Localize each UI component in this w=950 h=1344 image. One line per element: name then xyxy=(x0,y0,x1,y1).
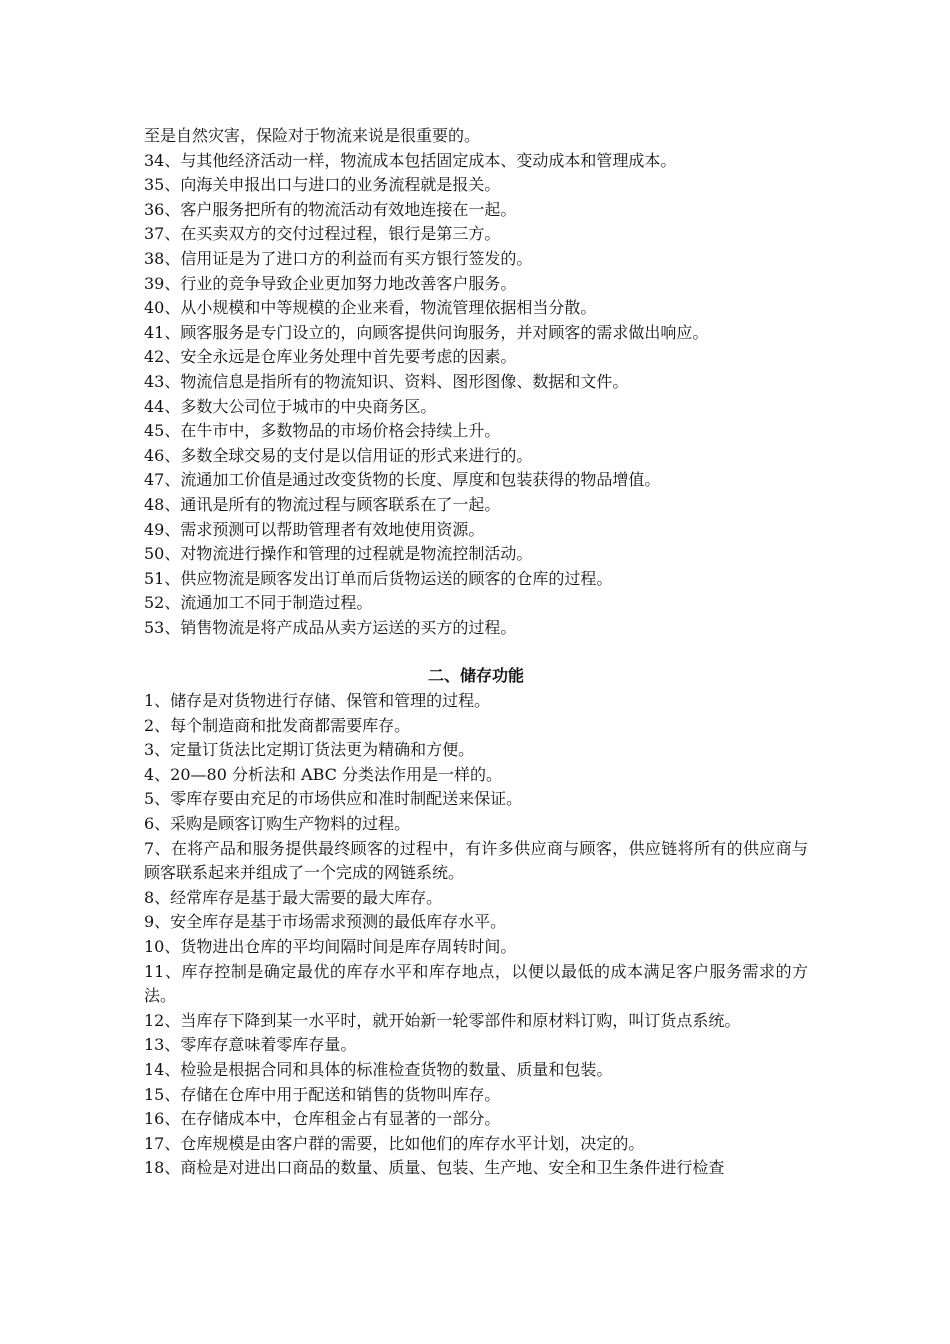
list-item: 36、客户服务把所有的物流活动有效地连接在一起。 xyxy=(144,199,517,219)
section-2-heading: 二、储存功能 xyxy=(427,666,524,686)
list-item: 50、对物流进行操作和管理的过程就是物流控制活动。 xyxy=(144,544,533,564)
list-item: 17、仓库规模是由客户群的需要，比如他们的库存水平计划，决定的。 xyxy=(144,1133,645,1153)
document-page xyxy=(144,124,808,1181)
list-item: 34、与其他经济活动一样，物流成本包括固定成本、变动成本和管理成本。 xyxy=(144,150,677,170)
list-item: 12、当库存下降到某一水平时，就开始新一轮零部件和原材料订购，叫订货点系统。 xyxy=(144,1010,741,1030)
list-item: 37、在买卖双方的交付过程过程，银行是第三方。 xyxy=(144,224,501,244)
list-item: 40、从小规模和中等规模的企业来看，物流管理依据相当分散。 xyxy=(144,298,597,318)
list-item: 44、多数大公司位于城市的中央商务区。 xyxy=(144,396,437,416)
list-item: 18、商检是对进出口商品的数量、质量、包装、生产地、安全和卫生条件进行检查 xyxy=(144,1158,725,1178)
list-item: 4、20—80 分析法和 ABC 分类法作用是一样的。 xyxy=(144,764,503,784)
list-item: 11、库存控制是确定最优的库存水平和库存地点，以便以最低的成本满足客户服务需求的方法。 xyxy=(144,961,808,1006)
text-line: 至是自然灾害，保险对于物流来说是很重要的。 xyxy=(144,126,481,145)
list-item: 9、安全库存是基于市场需求预测的最低库存水平。 xyxy=(144,912,507,932)
list-item: 14、检验是根据合同和具体的标准检查货物的数量、质量和包装。 xyxy=(144,1059,613,1079)
list-item: 6、采购是顾客订购生产物料的过程。 xyxy=(144,814,411,834)
section-2-list xyxy=(144,689,808,1181)
list-item: 42、安全永远是仓库业务处理中首先要考虑的因素。 xyxy=(144,347,517,367)
list-item: 47、流通加工价值是通过改变货物的长度、厚度和包装获得的物品增值。 xyxy=(144,470,661,490)
section-1-list xyxy=(144,124,808,640)
list-item: 49、需求预测可以帮助管理者有效地使用资源。 xyxy=(144,519,485,539)
list-item: 48、通讯是所有的物流过程与顾客联系在了一起。 xyxy=(144,494,501,514)
list-item: 15、存储在仓库中用于配送和销售的货物叫库存。 xyxy=(144,1084,501,1104)
section-gap xyxy=(144,640,808,664)
list-item: 46、多数全球交易的支付是以信用证的形式来进行的。 xyxy=(144,445,533,465)
list-item: 3、定量订货法比定期订货法更为精确和方便。 xyxy=(144,740,475,760)
list-item: 10、货物进出仓库的平均间隔时间是库存周转时间。 xyxy=(144,937,517,956)
list-item: 35、向海关申报出口与进口的业务流程就是报关。 xyxy=(144,175,501,195)
list-item: 38、信用证是为了进口方的利益而有买方银行签发的。 xyxy=(144,248,533,268)
list-item: 7、在将产品和服务提供最终顾客的过程中，有许多供应商与顾客，供应链将所有的供应商与顾客联系起来并组成了一个完成的网链系统。 xyxy=(144,838,808,883)
list-item: 43、物流信息是指所有的物流知识、资料、图形图像、数据和文件。 xyxy=(144,371,629,391)
list-item: 53、销售物流是将产成品从卖方运送的买方的过程。 xyxy=(144,617,517,637)
list-item: 51、供应物流是顾客发出订单而后货物运送的顾客的仓库的过程。 xyxy=(144,568,613,588)
list-item: 8、经常库存是基于最大需要的最大库存。 xyxy=(144,887,443,907)
list-item: 2、每个制造商和批发商都需要库存。 xyxy=(144,715,411,735)
list-item: 45、在牛市中，多数物品的市场价格会持续上升。 xyxy=(144,421,501,441)
list-item: 41、顾客服务是专门设立的，向顾客提供问询服务，并对顾客的需求做出响应。 xyxy=(144,322,709,342)
list-item: 5、零库存要由充足的市场供应和准时制配送来保证。 xyxy=(144,789,523,809)
list-item: 13、零库存意味着零库存量。 xyxy=(144,1035,357,1055)
list-item: 52、流通加工不同于制造过程。 xyxy=(144,593,373,613)
list-item: 1、储存是对货物进行存储、保管和管理的过程。 xyxy=(144,691,491,711)
list-item: 16、在存储成本中，仓库租金占有显著的一部分。 xyxy=(144,1109,501,1129)
list-item: 39、行业的竞争导致企业更加努力地改善客户服务。 xyxy=(144,273,517,293)
